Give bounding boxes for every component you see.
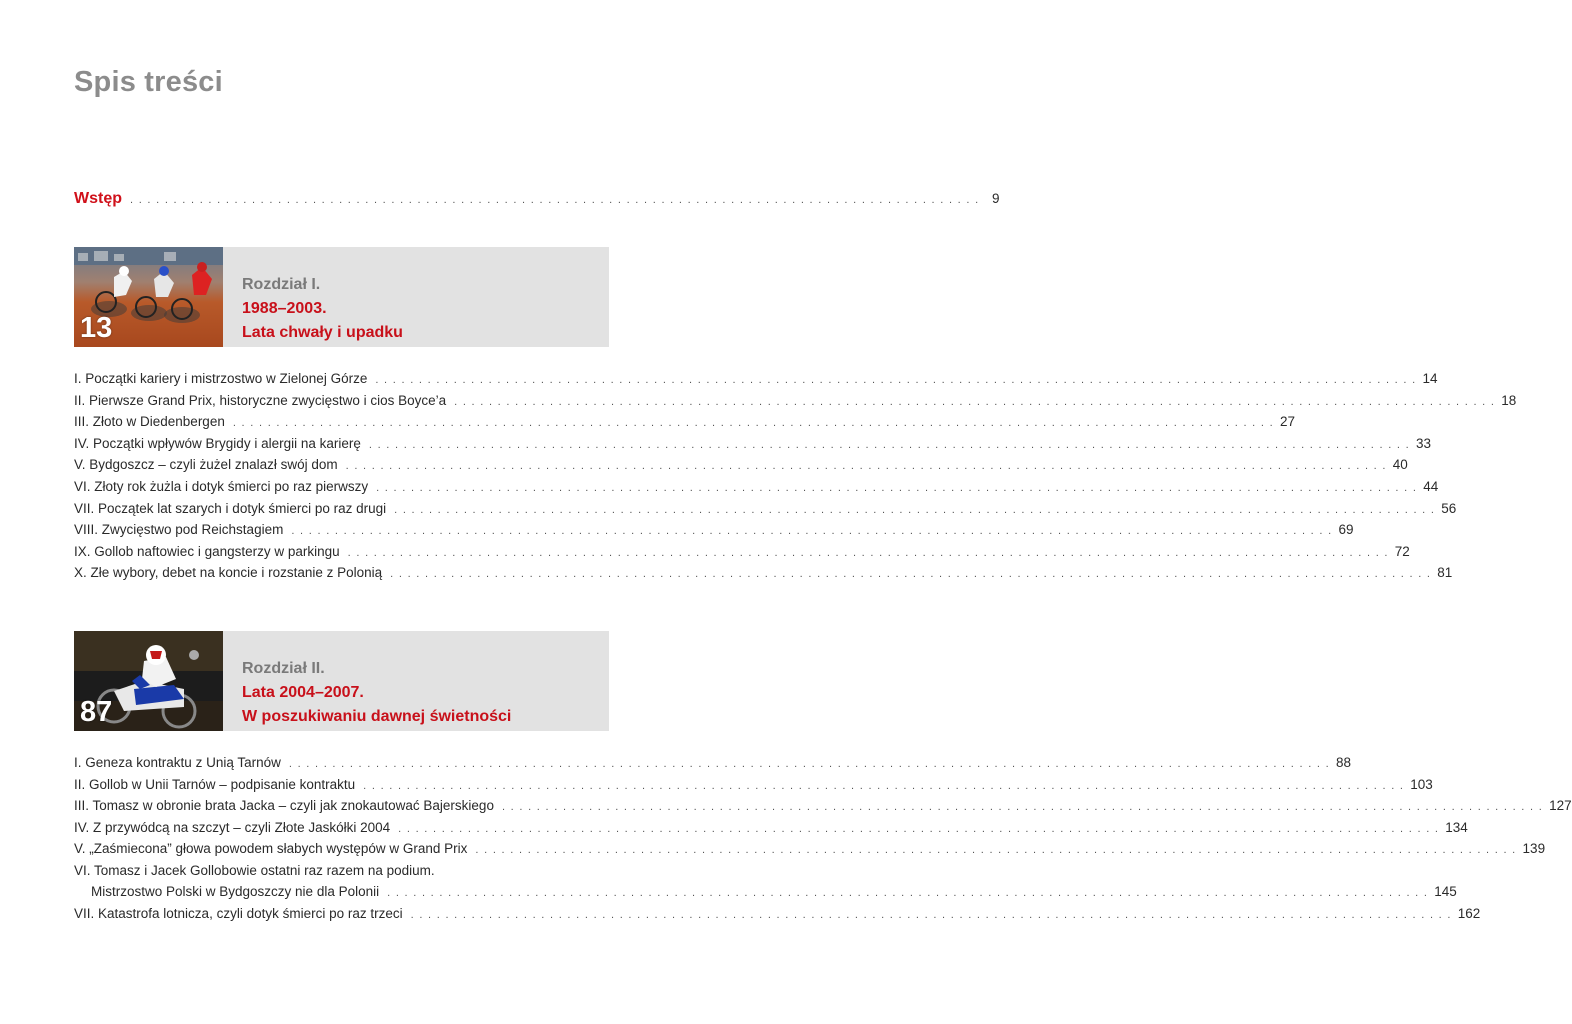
toc-entry[interactable] bbox=[74, 479, 1439, 499]
toc-entry-page: 127 bbox=[1549, 798, 1572, 813]
toc-entry-label: V. Bydgoszcz – czyli żużel znalazł swój dom bbox=[74, 457, 338, 473]
leader-dots: . . . . . . . . . . . . . . . . . . . . . . . . . . . . . . . . . . . . . . . . . . . . . . . . . . . . . . . . . . . . . . . . . . . . . . . . . . . . . . . . . . . . . . . . . . . . . . . . . . . . . . . . . . . . . . . . . . . . . . . . bbox=[475, 844, 1517, 856]
chapter-1-years: 1988–2003. bbox=[242, 300, 327, 317]
chapter-2-label: Rozdział II. bbox=[242, 660, 325, 677]
toc-entry-label: Mistrzostwo Polski w Bydgoszczy nie dla Polonii bbox=[91, 884, 380, 899]
toc-entry-label: Wstęp bbox=[74, 190, 122, 207]
toc-entry[interactable] bbox=[74, 543, 1410, 564]
toc-entry-label: III. Złoto w Diedenbergen bbox=[74, 414, 225, 430]
chapter-2-years: Lata 2004–2007. bbox=[242, 684, 364, 701]
toc-entry-page: 69 bbox=[1338, 522, 1354, 538]
toc-entry[interactable] bbox=[74, 522, 1354, 542]
toc-entry-page: 40 bbox=[1392, 457, 1408, 473]
toc-entry[interactable] bbox=[74, 819, 1468, 840]
toc-entry[interactable] bbox=[74, 414, 1295, 434]
chapter-1-title: Lata chwały i upadku bbox=[242, 324, 403, 341]
leader-dots: . . . . . . . . . . . . . . . . . . . . . . . . . . . . . . . . . . . . . . . . . . . . . . . . . . . . . . . . . . . . . . . . . . . . . . . . . . . . . . . . . . . . . . . . . . . . . . . . . . . . . . . . . . . . . . . . . . . . . . . . bbox=[345, 460, 1387, 473]
toc-entry-label: I. Geneza kontraktu z Unią Tarnów bbox=[74, 755, 281, 770]
leader-dots: . . . . . . . . . . . . . . . . . . . . . . . . . . . . . . . . . . . . . . . . . . . . . . . . . . . . . . . . . . . . . . . . . . . . . . . . . . . . . . . . . . . . . . . . . . . . . . . . . . . . . . . . . . . . . . . . . . . . . . . . bbox=[291, 525, 1333, 538]
toc-entry-label: IX. Gollob naftowiec i gangsterzy w parkingu bbox=[74, 543, 340, 559]
toc-entry-page: 44 bbox=[1423, 479, 1439, 494]
leader-dots: . . . . . . . . . . . . . . . . . . . . . . . . . . . . . . . . . . . . . . . . . . . . . . . . . . . . . . . . . . . . . . . . . . . . . . . . . . . . . . . . . . . . . . . . . . . . . . . . . . bbox=[130, 194, 980, 206]
leader-dots: . . . . . . . . . . . . . . . . . . . . . . . . . . . . . . . . . . . . . . . . . . . . . . . . . . . . . . . . . . . . . . . . . . . . . . . . . . . . . . . . . . . . . . . . . . . . . . . . . . . . . . . . . . . . . . . . . . . . . . . . bbox=[232, 417, 1274, 430]
page-title: Spis treści bbox=[74, 66, 223, 98]
toc-entry-label: VII. Katastrofa lotnicza, czyli dotyk śmierci po raz trzeci bbox=[74, 905, 403, 921]
toc-entry-page: 88 bbox=[1335, 755, 1352, 770]
leader-dots: . . . . . . . . . . . . . . . . . . . . . . . . . . . . . . . . . . . . . . . . . . . . . . . . . . . . . . . . . . . . . . . . . . . . . . . . . . . . . . . . . . . . . . . . . . . . . . . . . . . . . . . . . . . . . . . . . . . . . . . . bbox=[390, 568, 1432, 581]
leader-dots: . . . . . . . . . . . . . . . . . . . . . . . . . . . . . . . . . . . . . . . . . . . . . . . . . . . . . . . . . . . . . . . . . . . . . . . . . . . . . . . . . . . . . . . . . . . . . . . . . . . . . . . . . . . . . . . . . . . . . . . . bbox=[347, 546, 1389, 559]
toc-entry-intro[interactable] bbox=[74, 190, 1000, 210]
toc-entry-page: 18 bbox=[1501, 392, 1517, 408]
toc-entry-label: I. Początki kariery i mistrzostwo w Zielonej Górze bbox=[74, 371, 368, 386]
chapter-1-photo bbox=[74, 247, 223, 347]
toc-entry-page: 33 bbox=[1416, 435, 1432, 451]
toc-entry-label: III. Tomasz w obronie brata Jacka – czyli jak znokautować Bajerskiego bbox=[74, 798, 494, 813]
toc-entry[interactable] bbox=[74, 565, 1453, 585]
chapter-2-header[interactable] bbox=[74, 631, 609, 731]
toc-entry-page: 81 bbox=[1437, 565, 1453, 581]
toc-entry-page: 9 bbox=[991, 191, 1000, 206]
toc-entry-label: VI. Złoty rok żużla i dotyk śmierci po raz pierwszy bbox=[74, 479, 369, 494]
toc-entry[interactable] bbox=[91, 884, 1457, 904]
leader-dots: . . . . . . . . . . . . . . . . . . . . . . . . . . . . . . . . . . . . . . . . . . . . . . . . . . . . . . . . . . . . . . . . . . . . . . . . . . . . . . . . . . . . . . . . . . . . . . . . . . . . . . . . . . . . . . . . . . . . . . . . bbox=[501, 801, 1544, 813]
leader-dots: . . . . . . . . . . . . . . . . . . . . . . . . . . . . . . . . . . . . . . . . . . . . . . . . . . . . . . . . . . . . . . . . . . . . . . . . . . . . . . . . . . . . . . . . . . . . . . . . . . . . . . . . . . . . . . . . . . . . . . . . bbox=[368, 438, 1410, 451]
toc-entry[interactable] bbox=[74, 841, 1546, 861]
toc-entry-page: 139 bbox=[1522, 841, 1546, 856]
leader-dots: . . . . . . . . . . . . . . . . . . . . . . . . . . . . . . . . . . . . . . . . . . . . . . . . . . . . . . . . . . . . . . . . . . . . . . . . . . . . . . . . . . . . . . . . . . . . . . . . . . . . . . . . . . . . . . . . . . . . . . . . bbox=[363, 779, 1405, 792]
toc-entry-label: IV. Z przywódcą na szczyt – czyli Złote Jaskółki 2004 bbox=[74, 819, 391, 835]
toc-entry-label: II. Gollob w Unii Tarnów – podpisanie kontraktu bbox=[74, 776, 356, 792]
toc-entry-label: VII. Początek lat szarych i dotyk śmierci po raz drugi bbox=[74, 500, 387, 516]
toc-entry[interactable] bbox=[74, 776, 1433, 797]
chapter-1-header[interactable] bbox=[74, 247, 609, 347]
chapter-1-label: Rozdział I. bbox=[242, 276, 321, 293]
toc-entry[interactable] bbox=[74, 755, 1352, 775]
chapter-2-title: W poszukiwaniu dawnej świetności bbox=[242, 708, 512, 725]
toc-entry[interactable] bbox=[74, 392, 1517, 413]
chapter-1-number: 13 bbox=[80, 312, 113, 344]
toc-entry[interactable] bbox=[74, 798, 1572, 818]
toc-entry-label: VIII. Zwycięstwo pod Reichstagiem bbox=[74, 522, 284, 538]
toc-entry-label: V. „Zaśmiecona” głowa powodem słabych występów w Grand Prix bbox=[74, 841, 468, 856]
toc-entry-page: 14 bbox=[1422, 371, 1438, 386]
toc-entry[interactable] bbox=[74, 371, 1438, 391]
leader-dots: . . . . . . . . . . . . . . . . . . . . . . . . . . . . . . . . . . . . . . . . . . . . . . . . . . . . . . . . . . . . . . . . . . . . . . . . . . . . . . . . . . . . . . . . . . . . . . . . . . . . . . . . . . . . . . . . . . . . . . . . bbox=[288, 758, 1330, 770]
toc-entry-label: II. Pierwsze Grand Prix, historyczne zwycięstwo i cios Boyce’a bbox=[74, 392, 447, 408]
chapter-2-number: 87 bbox=[80, 696, 113, 728]
toc-entry[interactable] bbox=[74, 863, 609, 883]
toc-entry[interactable] bbox=[74, 457, 1408, 477]
leader-dots: . . . . . . . . . . . . . . . . . . . . . . . . . . . . . . . . . . . . . . . . . . . . . . . . . . . . . . . . . . . . . . . . . . . . . . . . . . . . . . . . . . . . . . . . . . . . . . . . . . . . . . . . . . . . . . . . . . . . . . . . bbox=[394, 503, 1436, 516]
leader-dots: . . . . . . . . . . . . . . . . . . . . . . . . . . . . . . . . . . . . . . . . . . . . . . . . . . . . . . . . . . . . . . . . . . . . . . . . . . . . . . . . . . . . . . . . . . . . . . . . . . . . . . . . . . . . . . . . . . . . . . . . bbox=[375, 374, 1417, 386]
toc-entry-page: 72 bbox=[1394, 543, 1410, 559]
leader-dots: . . . . . . . . . . . . . . . . . . . . . . . . . . . . . . . . . . . . . . . . . . . . . . . . . . . . . . . . . . . . . . . . . . . . . . . . . . . . . . . . . . . . . . . . . . . . . . . . . . . . . . . . . . . . . . . . . . . . . . . . bbox=[376, 482, 1418, 494]
toc-entry[interactable] bbox=[74, 905, 1481, 926]
toc-entry-page: 103 bbox=[1410, 776, 1433, 792]
toc-entry-label: VI. Tomasz i Jacek Gollobowie ostatni raz razem na podium. bbox=[74, 862, 435, 878]
leader-dots: . . . . . . . . . . . . . . . . . . . . . . . . . . . . . . . . . . . . . . . . . . . . . . . . . . . . . . . . . . . . . . . . . . . . . . . . . . . . . . . . . . . . . . . . . . . . . . . . . . . . . . . . . . . . . . . . . . . . . . . . bbox=[387, 887, 1429, 899]
toc-entry-page: 134 bbox=[1445, 819, 1468, 835]
toc-entry-page: 56 bbox=[1441, 500, 1457, 516]
toc-entry-page: 162 bbox=[1457, 905, 1481, 921]
toc-entry-label: X. Złe wybory, debet na koncie i rozstanie z Polonią bbox=[74, 565, 383, 581]
leader-dots: . . . . . . . . . . . . . . . . . . . . . . . . . . . . . . . . . . . . . . . . . . . . . . . . . . . . . . . . . . . . . . . . . . . . . . . . . . . . . . . . . . . . . . . . . . . . . . . . . . . . . . . . . . . . . . . . . . . . . . . . bbox=[454, 395, 1496, 408]
toc-entry[interactable] bbox=[74, 500, 1457, 521]
toc-entry-page: 27 bbox=[1279, 414, 1295, 430]
leader-dots: . . . . . . . . . . . . . . . . . . . . . . . . . . . . . . . . . . . . . . . . . . . . . . . . . . . . . . . . . . . . . . . . . . . . . . . . . . . . . . . . . . . . . . . . . . . . . . . . . . . . . . . . . . . . . . . . . . . . . . . . bbox=[410, 908, 1452, 921]
toc-entry[interactable] bbox=[74, 435, 1432, 456]
toc-entry-page: 145 bbox=[1434, 884, 1457, 899]
chapter-2-photo bbox=[74, 631, 223, 731]
leader-dots: . . . . . . . . . . . . . . . . . . . . . . . . . . . . . . . . . . . . . . . . . . . . . . . . . . . . . . . . . . . . . . . . . . . . . . . . . . . . . . . . . . . . . . . . . . . . . . . . . . . . . . . . . . . . . . . . . . . . . . . . bbox=[398, 822, 1440, 835]
toc-entry-label: IV. Początki wpływów Brygidy i alergii na karierę bbox=[74, 435, 361, 451]
